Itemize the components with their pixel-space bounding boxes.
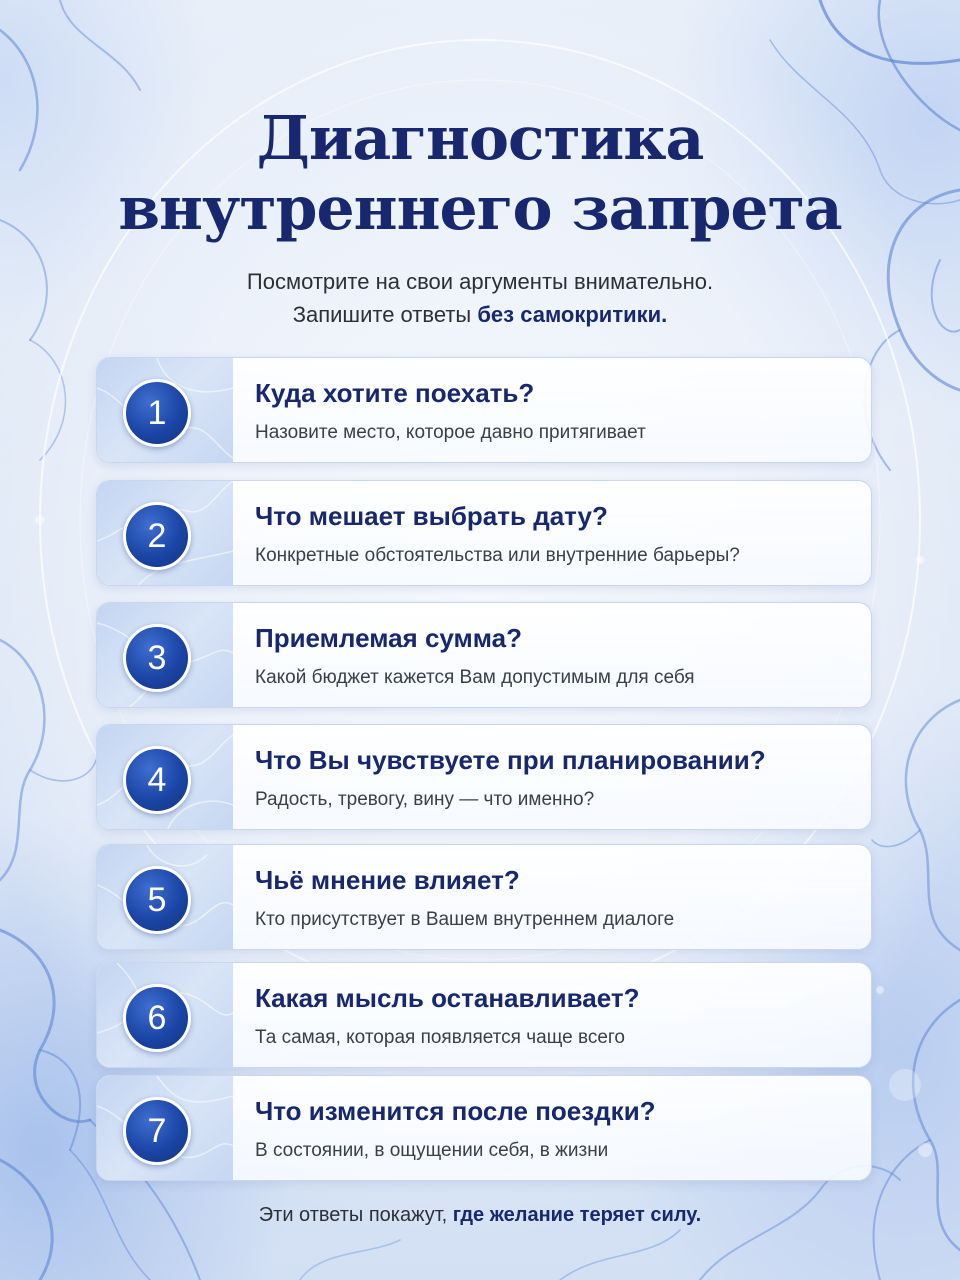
list-item <box>96 962 872 1068</box>
number-badge: 7 <box>123 1097 191 1165</box>
description-text: Радость, тревогу, вину — что именно? <box>255 789 595 810</box>
question-text: Что Вы чувствуете при планировании? <box>255 745 766 775</box>
page-title-line-2: внутреннего запрета <box>118 174 842 244</box>
question-text: Какая мысль останавливает? <box>255 983 640 1013</box>
list-item <box>96 724 872 830</box>
footer-prefix: Эти ответы покажут, <box>258 1204 453 1226</box>
description-text: Какой бюджет кажется Вам допустимым для себя <box>255 667 695 688</box>
number-badge: 1 <box>123 379 191 447</box>
page-title-line-1: Диагностика <box>256 104 704 174</box>
subtitle-line-2-bold: без самокритики. <box>477 302 668 327</box>
card-number-panel <box>97 358 233 462</box>
description-text: Та самая, которая появляется чаще всего <box>255 1027 625 1048</box>
number-badge: 2 <box>123 502 191 570</box>
footer-note <box>0 1198 960 1232</box>
description-text: В состоянии, в ощущении себя, в жизни <box>255 1140 609 1161</box>
subtitle-line-2 <box>0 298 960 332</box>
card-number-panel <box>97 1076 233 1180</box>
number-badge: 4 <box>123 746 191 814</box>
number-badge: 6 <box>123 984 191 1052</box>
description-text: Конкретные обстоятельства или внутренние барьеры? <box>255 545 740 566</box>
list-item <box>96 602 872 708</box>
list-item <box>96 844 872 950</box>
subtitle-line-2-prefix: Запишите ответы <box>292 302 478 327</box>
footer-bold: где желание теряет силу. <box>452 1204 702 1226</box>
list-item <box>96 480 872 586</box>
card-number-panel <box>97 481 233 585</box>
card-number-panel <box>97 725 233 829</box>
description-text: Кто присутствует в Вашем внутреннем диалоге <box>255 909 675 930</box>
number-badge: 5 <box>123 866 191 934</box>
list-item <box>96 357 872 463</box>
description-text: Назовите место, которое давно притягивает <box>255 422 646 443</box>
question-text: Чьё мнение влияет? <box>255 865 520 895</box>
question-text: Что мешает выбрать дату? <box>255 501 608 531</box>
question-text: Куда хотите поехать? <box>255 378 535 408</box>
list-item <box>96 1075 872 1181</box>
card-number-panel <box>97 603 233 707</box>
card-number-panel <box>97 845 233 949</box>
card-number-panel <box>97 963 233 1067</box>
subtitle-line-1: Посмотрите на свои аргументы внимательно. <box>246 269 714 294</box>
question-text: Приемлемая сумма? <box>255 623 522 653</box>
question-text: Что изменится после поездки? <box>255 1096 656 1126</box>
number-badge: 3 <box>123 624 191 692</box>
